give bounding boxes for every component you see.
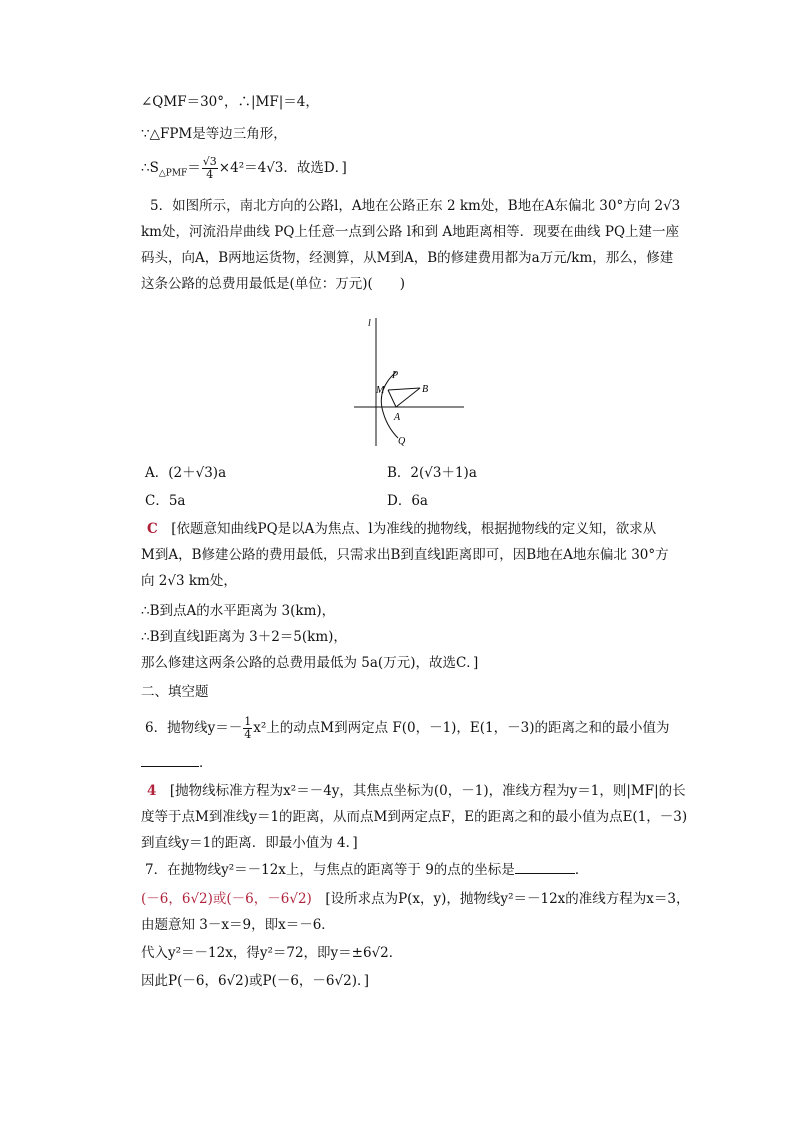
prev-line-1: ∠QMF＝30°，∴|MF|＝4， xyxy=(141,94,319,110)
q6-solution-text-1: [抛物线标准方程为x²＝－4y，其焦点坐标为(0，－1)，准线方程为y＝1，则|MF|的长 xyxy=(169,783,686,799)
q7-answer: (－6，6√2)或(－6，－6√2) xyxy=(141,891,312,907)
option-d: D．6a xyxy=(387,493,428,509)
q6-end-period: ． xyxy=(199,755,213,771)
area-result: ×4²＝4√3．故选D．] xyxy=(218,160,347,176)
option-a: A．(2＋√3)a xyxy=(145,465,227,481)
parabola-figure xyxy=(352,312,466,450)
q5-line-4: 这条公路的总费用最低是(单位：万元)( ) xyxy=(141,276,406,292)
q5-solution-line-3: 向 2√3 km处， xyxy=(141,573,237,589)
q6-answer: 4 xyxy=(147,783,157,799)
segment-mb xyxy=(388,388,420,390)
q6-solution-line-1 xyxy=(147,781,686,801)
q7-solution-line-2: 由题意知 3－x＝9，即x＝－6． xyxy=(141,917,335,933)
q5-solution-line-2: M到A，B修建公路的费用最低，只需求出B到直线l距离即可，因B地在A地东偏北 30°方 xyxy=(141,547,669,563)
label-b: B xyxy=(422,384,429,395)
q5-line-2: km处，河流沿岸曲线 PQ上任意一点到公路 l和到 A地距离相等．现要在曲线 PQ上建一座 xyxy=(141,224,680,240)
fraction-sqrt3-over-4 xyxy=(202,156,218,181)
q6-solution-line-3: 到直线y＝1的距离．即最小值为 4．] xyxy=(141,835,358,851)
equals-sign: ＝ xyxy=(187,160,201,176)
q5-solution-line-1 xyxy=(147,519,656,539)
q6-text-pre: 6．抛物线y＝－ xyxy=(145,720,243,736)
label-a: A xyxy=(394,412,401,423)
fraction-denominator: 4 xyxy=(206,168,214,181)
q5-solution-line-4: ∴B到点A的水平距离为 3(km)， xyxy=(141,603,336,619)
area-subscript: △PMF xyxy=(158,168,188,179)
segment-ab xyxy=(396,388,420,407)
q5-line-3: 码头，向A，B两地运货物，经测算，从M到A，B的修建费用都为a万元/km，那么，修建 xyxy=(141,250,674,266)
option-c: C．5a xyxy=(145,493,186,509)
q7-text: 7．在抛物线y²＝－12x上，与焦点的距离等于 9的点的坐标是 xyxy=(145,862,515,878)
q5-solution-text-1: [依题意知曲线PQ是以A为焦点、l为准线的抛物线，根据抛物线的定义知，欲求从 xyxy=(171,521,657,537)
prev-line-2: ∵△FPM是等边三角形， xyxy=(141,126,287,142)
q5-answer: C xyxy=(147,521,158,537)
q7-solution-line-3: 代入y²＝－12x，得y²＝72，即y＝±6√2． xyxy=(141,945,403,961)
q6-text-post: x²上的动点M到两定点 F(0，－1)，E(1，－3)的距离之和的最小值为 xyxy=(253,720,670,736)
q6-line-1 xyxy=(145,716,670,741)
q7-answer-blank xyxy=(515,859,575,874)
label-p: P xyxy=(392,370,399,381)
q7-end-period: ． xyxy=(574,862,589,878)
q6-solution-line-2: 度等于点M到准线y＝1的距离，从而点M到两定点F，E的距离之和的最小值为点E(1，－3) xyxy=(141,809,688,825)
q5-solution-line-6: 那么修建这两条公路的总费用最低为 5a(万元)，故选C．] xyxy=(141,655,479,671)
label-m: M xyxy=(376,385,385,396)
fraction-one-quarter xyxy=(243,716,252,741)
prev-line-3 xyxy=(141,156,347,184)
area-symbol: ∴S xyxy=(141,160,159,176)
q6-line-2 xyxy=(141,752,213,773)
q7-solution-text-1: [设所求点为P(x，y)，抛物线y²＝－12x的准线方程为x＝3， xyxy=(325,891,690,907)
q7-line-1 xyxy=(145,859,588,880)
q5-line-1: 5．如图所示，南北方向的公路l，A地在公路正东 2 km处，B地在A东偏北 30°方向 2√3 xyxy=(150,198,681,214)
q7-solution-line-1 xyxy=(141,889,689,909)
q6-fraction-denominator: 4 xyxy=(244,728,252,741)
label-l: l xyxy=(368,318,371,329)
section-heading: 二、填空题 xyxy=(141,684,209,700)
label-q: Q xyxy=(398,436,406,447)
q6-fraction-numerator: 1 xyxy=(244,715,252,728)
q6-answer-blank xyxy=(141,752,199,767)
option-b: B．2(√3＋1)a xyxy=(387,465,477,481)
q7-solution-line-4: 因此P(－6，6√2)或P(－6，－6√2)．] xyxy=(141,973,369,989)
fraction-numerator: √3 xyxy=(202,155,217,168)
q5-solution-line-5: ∴B到直线l距离为 3＋2＝5(km)， xyxy=(141,629,347,645)
segment-ma xyxy=(388,390,396,407)
